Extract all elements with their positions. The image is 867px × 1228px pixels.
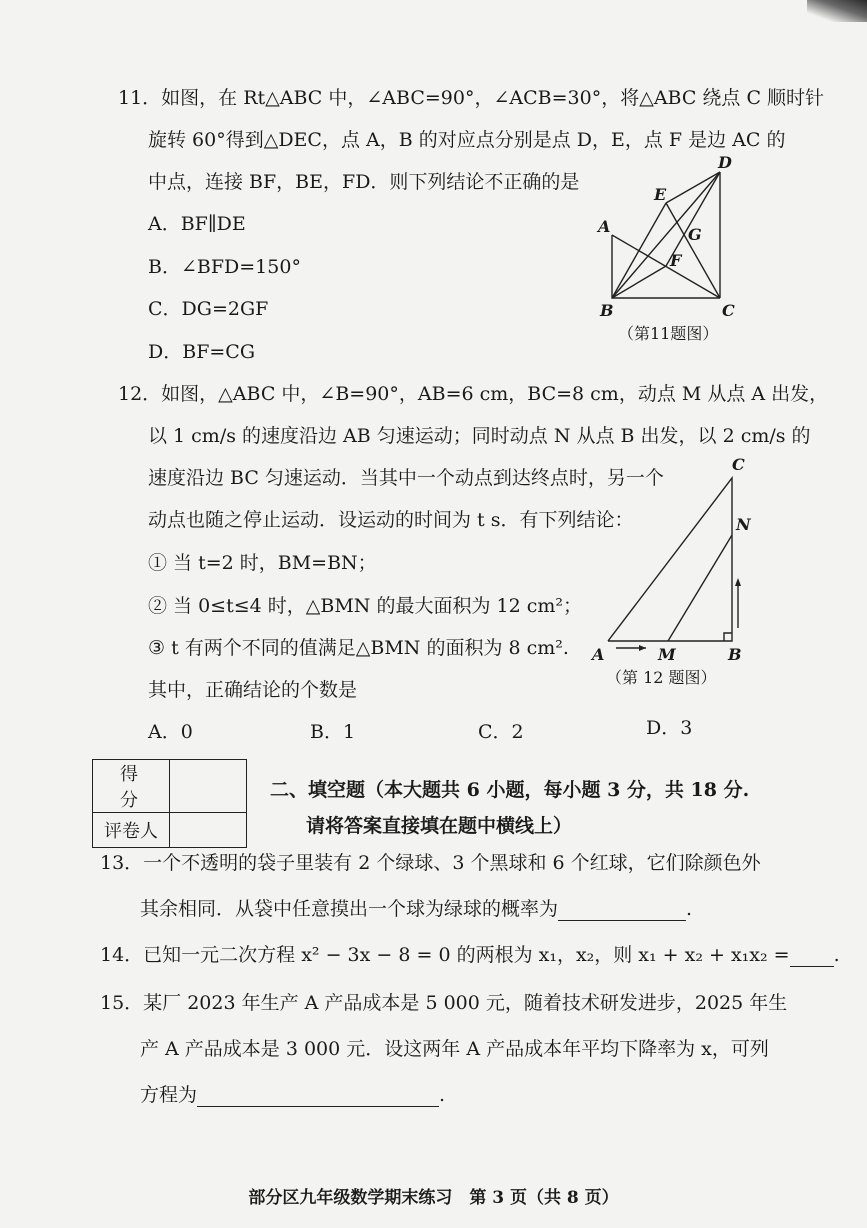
q12-line4: 动点也随之停止运动．设运动的时间为 t s．有下列结论： [148, 509, 634, 531]
q12-option-c: C．2 [478, 721, 524, 743]
q11-option-b: B．∠BFD=150° [148, 256, 301, 278]
q11-label-b: B [600, 301, 614, 320]
q13-line1: 13．一个不透明的袋子里装有 2 个绿球、3 个黑球和 6 个红球，它们除颜色外 [100, 852, 761, 874]
q13-end: . [686, 898, 693, 920]
q11-figure [590, 150, 750, 320]
q13-answer-blank [558, 900, 686, 921]
q11-label-a: A [598, 217, 611, 236]
q14-end: . [833, 944, 840, 966]
q14-line [100, 943, 840, 967]
score-label: 得 分 [93, 760, 170, 813]
q12-right-angle-mark [724, 633, 732, 641]
q11-label-e: E [654, 185, 667, 204]
q11-option-a: A．BF∥DE [148, 213, 246, 235]
q12-line3: 速度沿边 BC 匀速运动．当其中一个动点到达终点时，另一个 [148, 467, 664, 489]
q13-line2 [140, 897, 692, 921]
q12-segment-mn [668, 535, 732, 641]
q11-label-d: D [718, 153, 732, 172]
grader-field [170, 813, 247, 848]
q12-figure [586, 450, 756, 666]
q15-line1: 15．某厂 2023 年生产 A 产品成本是 5 000 元，随着技术研发进步，2025 年生 [100, 992, 788, 1014]
q12-figure-caption: （第 12 题图） [606, 668, 717, 687]
section2-instruction: 请将答案直接填在题中横线上） [306, 815, 573, 837]
score-box [92, 759, 247, 848]
q12-option-d: D．3 [646, 717, 693, 739]
section2-heading: 二、填空题（本大题共 6 小题，每小题 3 分，共 18 分. [270, 779, 750, 801]
q11-line1: 11．如图，在 Rt△ABC 中，∠ABC=90°，∠ACB=30°，将△ABC 绕点 C 顺时针 [118, 87, 825, 109]
q11-label-g: G [688, 225, 702, 244]
q12-label-m: M [658, 645, 676, 664]
q12-conclusion-1: ① 当 t=2 时，BM=BN； [148, 552, 377, 574]
score-field [170, 760, 247, 813]
q14-text: 14．已知一元二次方程 x² − 3x − 8 = 0 的两根为 x₁，x₂，则 x₁ + x₂ + x₁x₂ = [100, 944, 790, 966]
scan-corner-shadow [807, 0, 867, 22]
q12-label-n: N [736, 515, 751, 534]
q12-arrowhead-right [639, 645, 646, 651]
q12-triangle-abc [608, 478, 732, 641]
q11-figure-caption: （第11题图） [618, 324, 719, 343]
q15-text: 方程为 [140, 1084, 198, 1106]
q11-segment-bf [612, 266, 666, 298]
page-footer: 部分区九年级数学期末练习 第 3 页（共 8 页） [248, 1188, 619, 1208]
q12-arrowhead-up [735, 578, 741, 586]
q11-option-c: C．DG=2GF [148, 298, 269, 320]
q12-label-a: A [592, 645, 605, 664]
q11-option-d: D．BF=CG [148, 341, 256, 363]
q12-line2: 以 1 cm/s 的速度沿边 AB 匀速运动；同时动点 N 从点 B 出发，以 2 cm/s 的 [148, 425, 811, 447]
q12-label-c: C [732, 455, 745, 474]
q15-line2: 产 A 产品成本是 3 000 元．设这两年 A 产品成本年平均下降率为 x，可列 [140, 1038, 769, 1060]
q11-line2: 旋转 60°得到△DEC，点 A，B 的对应点分别是点 D，E，点 F 是边 AC 的 [148, 129, 786, 151]
q12-conclusion-2: ② 当 0≤t≤4 时，△BMN 的最大面积为 12 cm²； [148, 595, 582, 617]
q12-label-b: B [728, 645, 742, 664]
q12-option-a: A．0 [148, 721, 193, 743]
q11-label-c: C [722, 301, 735, 320]
q14-answer-blank [790, 946, 834, 967]
q12-conclusion-3: ③ t 有两个不同的值满足△BMN 的面积为 8 cm². [148, 637, 569, 659]
q11-line3: 中点，连接 BF，BE，FD．则下列结论不正确的是 [148, 171, 580, 193]
q11-label-f: F [670, 251, 682, 270]
grader-label: 评卷人 [93, 813, 170, 848]
q11-segment-be [612, 203, 666, 298]
q12-line1: 12．如图，△ABC 中，∠B=90°，AB=6 cm，BC=8 cm，动点 M 从点 A 出发， [118, 383, 829, 405]
q15-line3 [140, 1083, 445, 1107]
q12-line5: 其中，正确结论的个数是 [148, 679, 358, 701]
q15-answer-blank [197, 1086, 439, 1107]
q13-text: 其余相同．从袋中任意摸出一个球为绿球的概率为 [140, 898, 559, 920]
q15-end: . [439, 1084, 446, 1106]
q12-option-b: B．1 [310, 721, 356, 743]
